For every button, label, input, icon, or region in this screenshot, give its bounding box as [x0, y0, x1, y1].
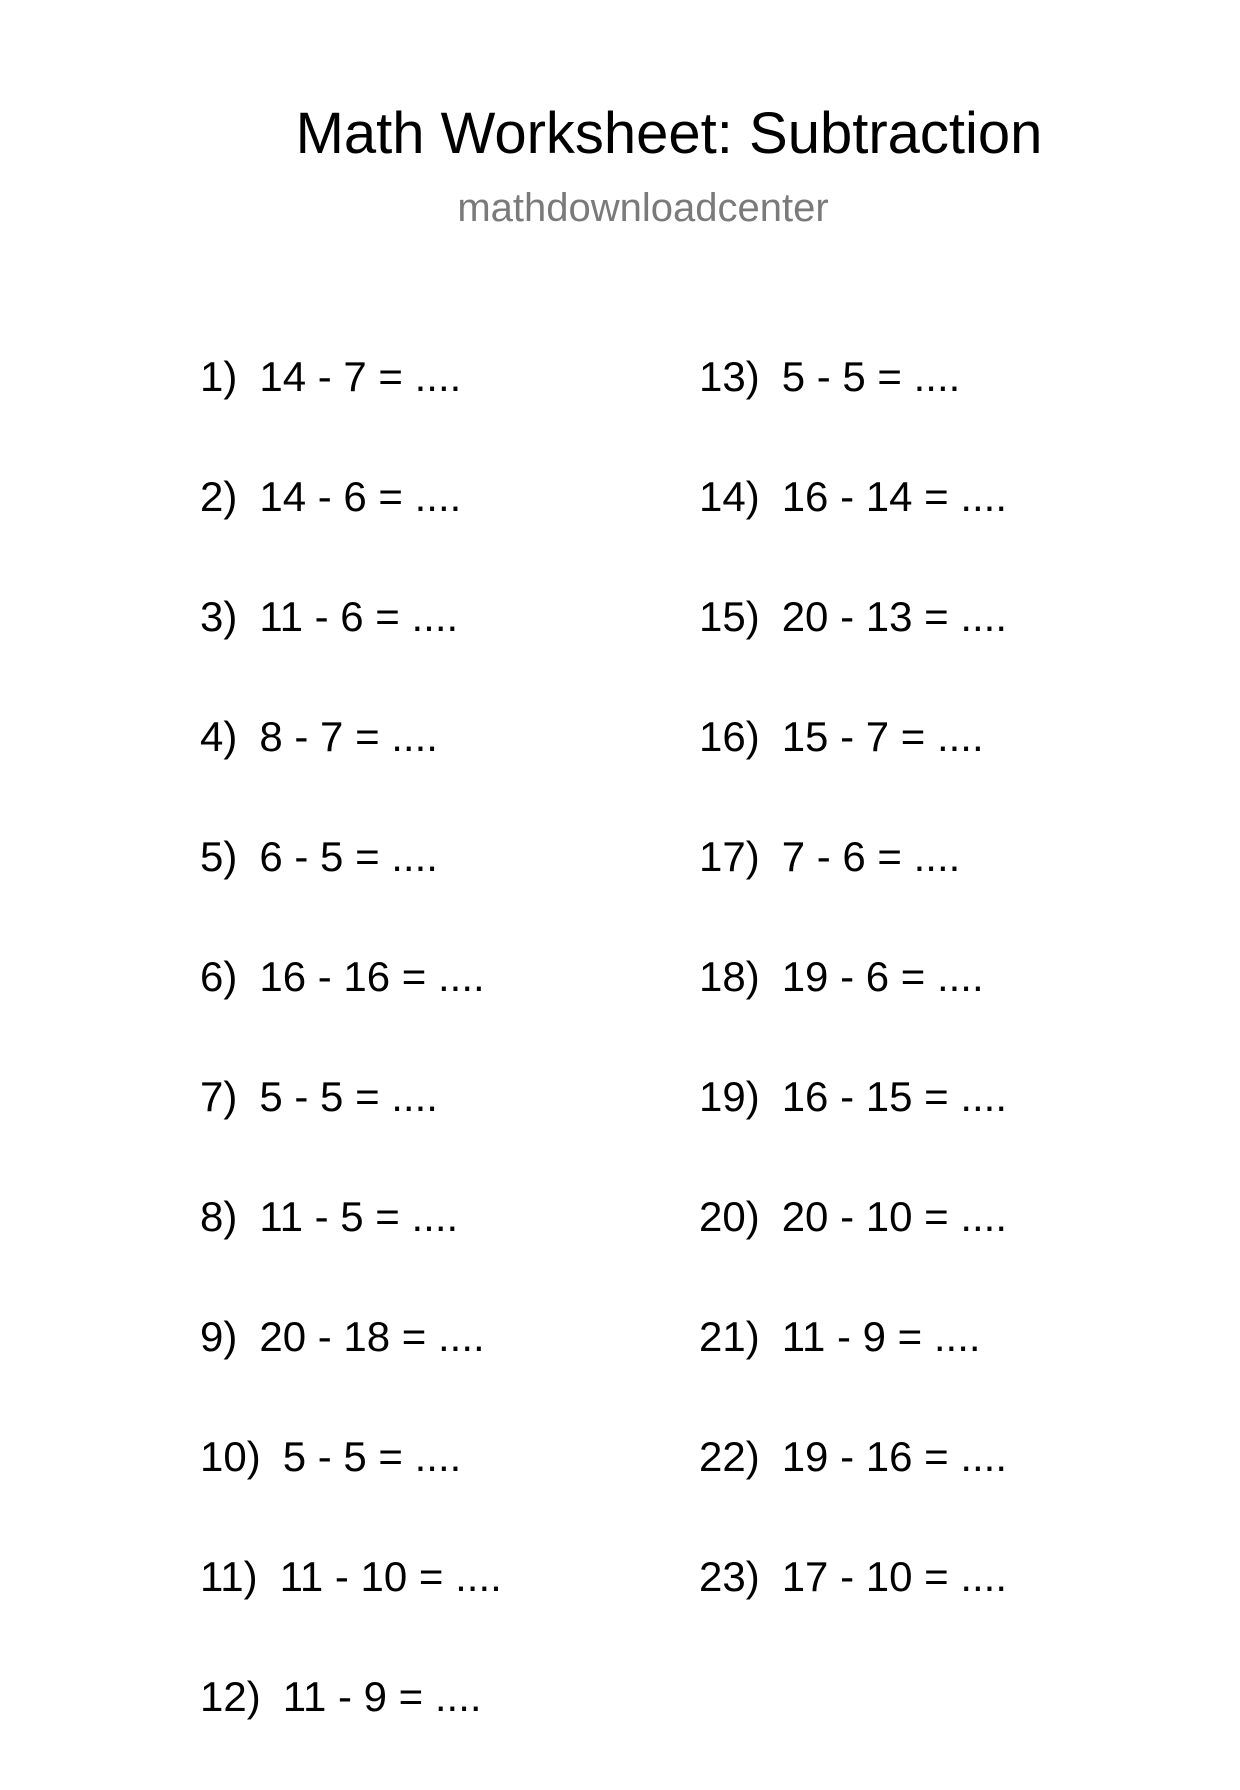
problem-expression: 11 - 9 = .... [282, 1673, 482, 1720]
problem-number: 23) [699, 1553, 760, 1600]
problem-number: 17) [699, 833, 760, 880]
problem-number: 11) [200, 1553, 258, 1600]
problem-expression: 20 - 18 = .... [259, 1313, 485, 1360]
problem-item [200, 1550, 502, 1670]
problem-number: 5) [200, 833, 238, 880]
problem-number: 19) [699, 1073, 760, 1120]
problem-number: 9) [200, 1313, 238, 1360]
problem-number: 13) [699, 353, 760, 400]
problem-item [200, 350, 502, 470]
problem-item [699, 950, 1007, 1070]
problem-item [200, 590, 502, 710]
problem-expression: 11 - 5 = .... [259, 1193, 459, 1240]
problem-expression: 16 - 14 = .... [781, 473, 1008, 520]
problem-item [200, 1430, 502, 1550]
problem-item [200, 1070, 502, 1190]
problem-expression: 5 - 5 = .... [282, 1433, 462, 1480]
problem-expression: 8 - 7 = .... [259, 713, 438, 760]
problem-item [699, 1430, 1007, 1550]
problem-item [699, 350, 1007, 470]
problem-item [200, 470, 502, 590]
problem-item [699, 1070, 1007, 1190]
problem-expression: 20 - 10 = .... [781, 1193, 1008, 1240]
problem-column-right [699, 350, 1007, 1670]
problem-column-left [200, 350, 502, 1790]
page-title: Math Worksheet: Subtraction [295, 101, 1043, 166]
problem-item [699, 1550, 1007, 1670]
problem-item [200, 710, 502, 830]
problem-item [699, 710, 1007, 830]
problem-expression: 11 - 6 = .... [259, 593, 459, 640]
problem-item [699, 590, 1007, 710]
problem-item [200, 950, 502, 1070]
problem-number: 4) [200, 713, 238, 760]
problem-item [699, 470, 1007, 590]
problem-expression: 19 - 6 = .... [781, 953, 984, 1000]
problem-expression: 11 - 9 = .... [781, 1313, 981, 1360]
problem-number: 20) [699, 1193, 760, 1240]
problem-number: 21) [699, 1313, 760, 1360]
problem-expression: 16 - 16 = .... [259, 953, 485, 1000]
problem-expression: 16 - 15 = .... [781, 1073, 1008, 1120]
problem-number: 16) [699, 713, 760, 760]
problem-item [699, 830, 1007, 950]
problem-number: 22) [699, 1433, 760, 1480]
problem-expression: 17 - 10 = .... [781, 1553, 1008, 1600]
problem-number: 10) [200, 1433, 261, 1480]
problem-item [200, 1190, 502, 1310]
problem-number: 7) [200, 1073, 238, 1120]
page-subtitle: mathdownloadcenter [457, 186, 829, 230]
problem-expression: 5 - 5 = .... [259, 1073, 438, 1120]
problem-number: 1) [200, 353, 238, 400]
problem-expression: 6 - 5 = .... [259, 833, 438, 880]
problem-expression: 19 - 16 = .... [781, 1433, 1008, 1480]
problem-expression: 5 - 5 = .... [781, 353, 961, 400]
problem-item [200, 830, 502, 950]
problem-expression: 11 - 10 = .... [279, 1553, 502, 1600]
problem-number: 8) [200, 1193, 238, 1240]
problem-item [200, 1310, 502, 1430]
problem-expression: 14 - 6 = .... [259, 473, 462, 520]
problem-number: 18) [699, 953, 760, 1000]
problem-item [699, 1310, 1007, 1430]
problem-expression: 14 - 7 = .... [259, 353, 462, 400]
problem-number: 2) [200, 473, 238, 520]
problem-expression: 15 - 7 = .... [781, 713, 984, 760]
problem-number: 3) [200, 593, 238, 640]
problem-number: 12) [200, 1673, 261, 1720]
problem-number: 6) [200, 953, 238, 1000]
problem-number: 14) [699, 473, 760, 520]
problem-expression: 20 - 13 = .... [781, 593, 1008, 640]
problem-item [200, 1670, 502, 1790]
problem-expression: 7 - 6 = .... [781, 833, 961, 880]
problem-number: 15) [699, 593, 760, 640]
problem-item [699, 1190, 1007, 1310]
